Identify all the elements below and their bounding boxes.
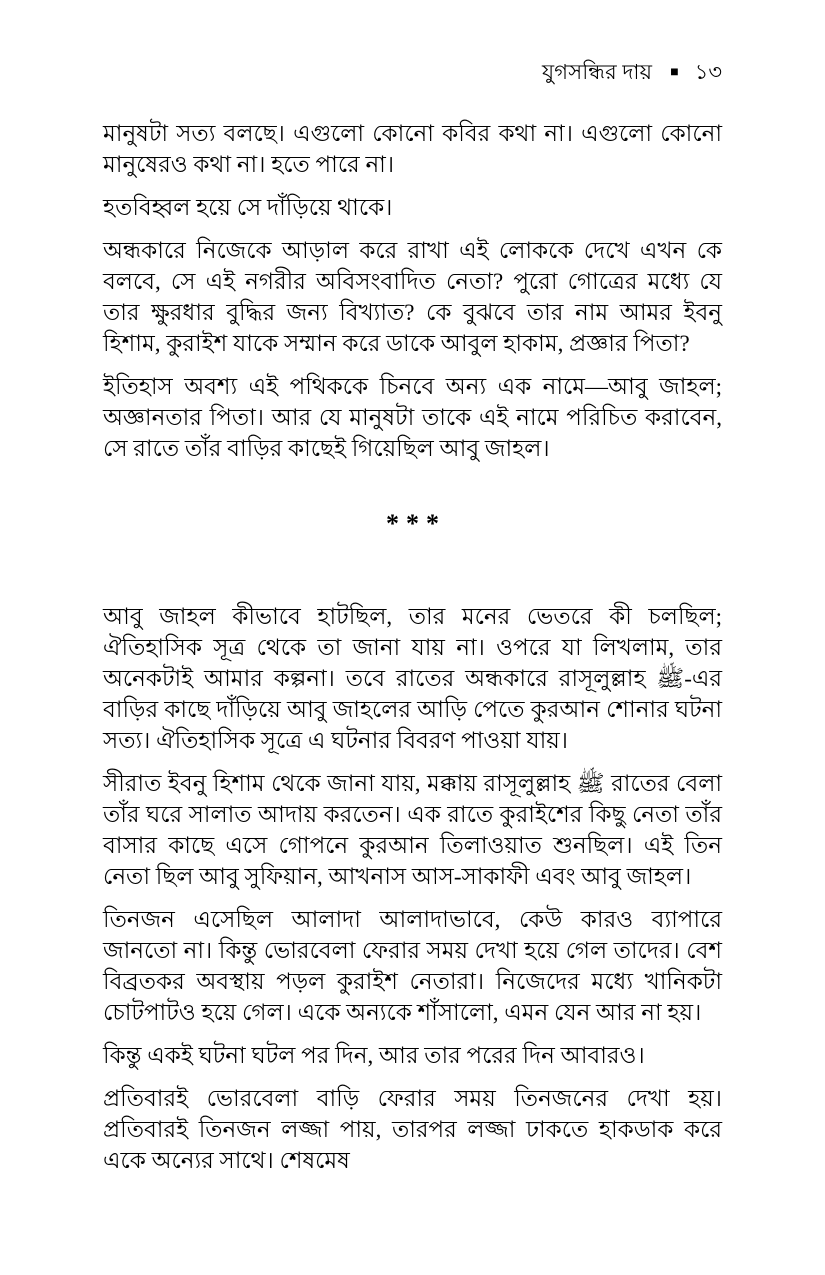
- running-header: [103, 58, 722, 86]
- square-bullet-icon: ■: [670, 65, 679, 80]
- page-body: [103, 118, 722, 1176]
- chapter-title: যুগসন্ধির দায়: [541, 60, 653, 84]
- paragraph-9: প্রতিবারই ভোরবেলা বাড়ি ফেরার সময় তিনজনের দেখা হয়। প্রতিবারই তিনজন লজ্জা পায়, তারপর লজ্জা ঢাকতে হাকডাক করে একে অন্যের সাথে। শেষমেষ: [103, 1086, 722, 1173]
- paragraph-7: তিনজন এসেছিল আলাদা আলাদাভাবে, কেউ কারও ব্যাপারে জানতো না। কিন্তু ভোরবেলা ফেরার সময় দেখা হয়ে গেল তাদের। বেশ বিব্রতকর অবস্থায় পড়ল কুরাইশ নেতারা। নিজেদের মধ্যে খানিকটা চোটপাটও হয়ে গেল। একে অন্যকে শাঁসালো, এমন যেন আর না হয়।: [103, 907, 722, 1025]
- paragraph-8: কিন্তু একই ঘটনা ঘটল পর দিন, আর তার পরের দিন আবারও।: [103, 1043, 645, 1068]
- paragraph-6: সীরাত ইবনু হিশাম থেকে জানা যায়, মক্কায় রাসূলুল্লাহ ﷺ রাতের বেলা তাঁর ঘরে সালাত আদায় করতেন। এক রাতে কুরাইশের কিছু নেতা তাঁর বাসার কাছে এসে গোপনে কুরআন তিলাওয়াত শুনছিল। এই তিন নেতা ছিল আবু সুফিয়ান, আখনাস আস-সাকাফী এবং আবু জাহল।: [103, 771, 722, 889]
- page-number: ১৩: [694, 60, 722, 84]
- section-divider: ***: [386, 509, 446, 538]
- paragraph-1: মানুষটা সত্য বলছে। এগুলো কোনো কবির কথা না। এগুলো কোনো মানুষেরও কথা না। হতে পারে না।: [103, 121, 722, 177]
- paragraph-4: ইতিহাস অবশ্য এই পথিককে চিনবে অন্য এক নামে—আবু জাহল; অজ্ঞানতার পিতা। আর যে মানুষটা তাকে এই নামে পরিচিত করাবেন, সে রাতে তাঁর বাড়ির কাছেই গিয়েছিল আবু জাহল।: [103, 374, 722, 461]
- paragraph-3: অন্ধকারে নিজেকে আড়াল করে রাখা এই লোককে দেখে এখন কে বলবে, সে এই নগরীর অবিসংবাদিত নেতা? পুরো গোত্রের মধ্যে যে তার ক্ষুরধার বুদ্ধির জন্য বিখ্যাত? কে বুঝবে তার নাম আমর ইবনু হিশাম, কুরাইশ যাকে সম্মান করে ডাকে আবুল হাকাম, প্রজ্ঞার পিতা?: [103, 238, 722, 356]
- paragraph-5: আবু জাহল কীভাবে হাটছিল, তার মনের ভেতরে কী চলছিল; ঐতিহাসিক সূত্র থেকে তা জানা যায় না। ওপরে যা লিখলাম, তার অনেকটাই আমার কল্পনা। তবে রাতের অন্ধকারে রাসূলুল্লাহ ﷺ-এর বাড়ির কাছে দাঁড়িয়ে আবু জাহলের আড়ি পেতে কুরআন শোনার ঘটনা সত্য। ঐতিহাসিক সূত্রে এ ঘটনার বিবরণ পাওয়া যায়।: [103, 604, 722, 753]
- paragraph-2: হতবিহ্বল হয়ে সে দাঁড়িয়ে থাকে।: [103, 195, 393, 220]
